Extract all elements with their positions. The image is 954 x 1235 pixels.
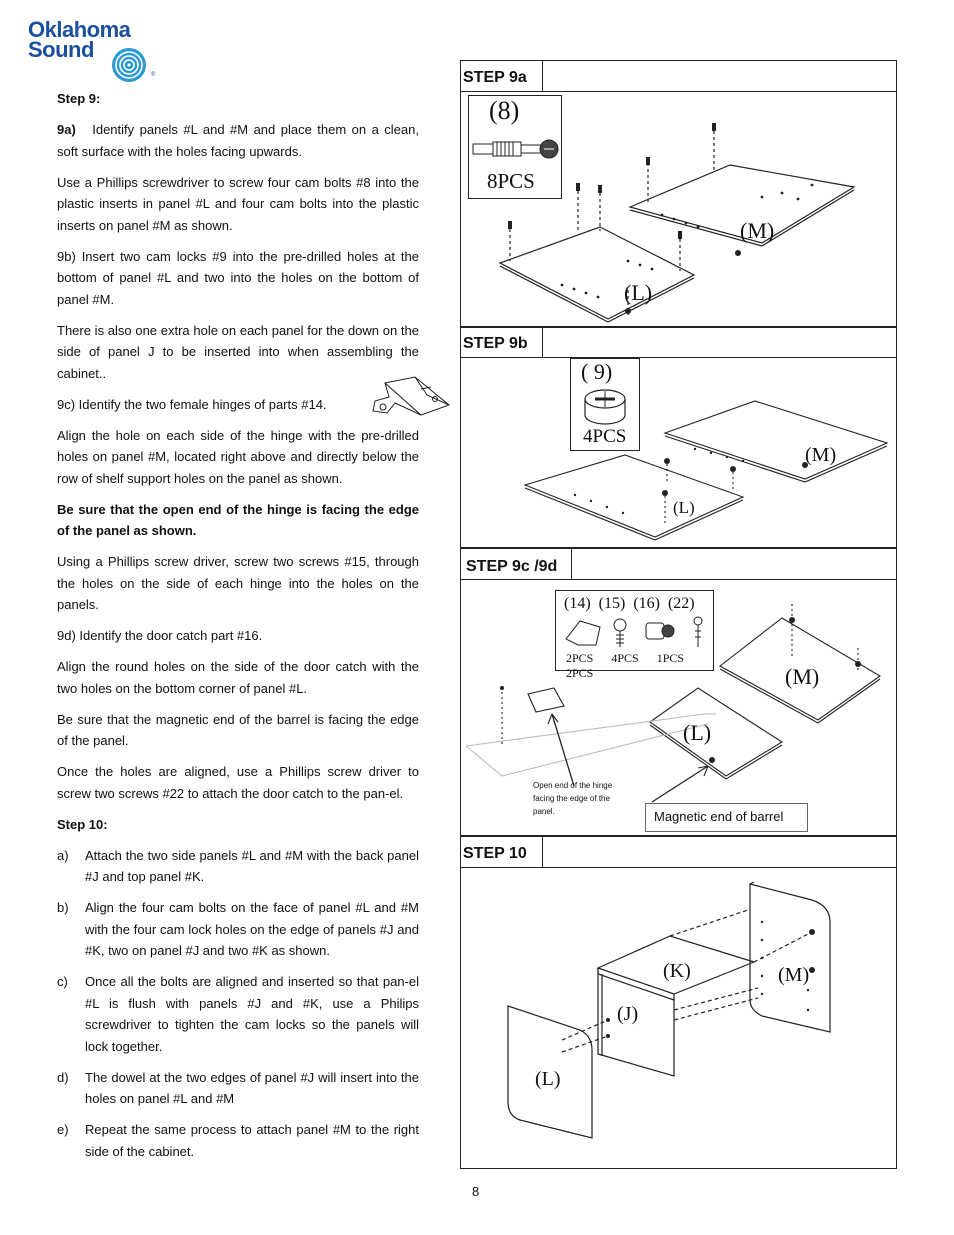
part9-qty: 4PCS xyxy=(583,426,627,447)
label-panel-l-9a: (L) xyxy=(624,280,653,305)
hinge-sketch-icon xyxy=(365,375,451,425)
paragraph-magnetic: Be sure that the magnetic end of the barrel is facing the edge of the panel. xyxy=(57,711,419,748)
label-panel-m-9b: (M) xyxy=(805,444,837,466)
paragraph-9d: 9d) Identify the door catch part #16. xyxy=(57,628,263,643)
list-item xyxy=(57,1067,419,1110)
paragraph-9a xyxy=(57,119,419,162)
registered-mark: ® xyxy=(151,72,156,78)
list-letter: b) xyxy=(57,900,69,915)
label-panel-k: (K) xyxy=(663,960,691,982)
list-letter: d) xyxy=(57,1069,69,1085)
list-text: The dowel at the two edges of panel #J will insert into the holes on panel #L and #M xyxy=(85,1069,419,1106)
part16-number: (16) xyxy=(633,595,660,612)
list-text: Once all the bolts are aligned and inserted so that pan-el #L is flush with panels #J and #K, use a Philips screwdriver to tighten the cam locks so the panels will lock together. xyxy=(85,974,419,1054)
step9a-label: STEP 9a xyxy=(463,69,527,86)
paragraph-9b: 9b) Insert two cam locks #9 into the pre-drilled holes at the bottom of panel #L and two into the holes on the bottom of panel #M. xyxy=(57,248,419,307)
step10-label: STEP 10 xyxy=(463,845,527,862)
step10-heading: Step 10: xyxy=(57,816,108,832)
step9a-diagram xyxy=(462,115,896,327)
body-9a: Identify panels #L and #M and place them on a clean, soft surface with the holes facing upwards. xyxy=(57,122,419,159)
list-letter: a) xyxy=(57,847,69,863)
label-panel-m-10: (M) xyxy=(778,964,810,986)
part8-qty: 8PCS xyxy=(487,169,535,193)
instructions-column xyxy=(57,88,419,1172)
part16-qty: 1PCS xyxy=(656,651,685,665)
oklahoma-sound-logo xyxy=(24,18,164,82)
part15-number: (15) xyxy=(598,595,626,612)
label-panel-j: (J) xyxy=(617,1003,639,1025)
list-item xyxy=(57,1119,419,1162)
label-panel-l-10: (L) xyxy=(535,1068,561,1090)
logo-line2: Sound xyxy=(28,37,94,62)
label-panel-m-9a: (M) xyxy=(740,218,775,243)
callout-magnet: Magnetic end of barrel xyxy=(645,803,808,832)
callout-hinge: Open end of the hinge facing the edge of the panel. xyxy=(533,781,613,816)
list-item xyxy=(57,897,419,962)
part22-qty: 2PCS xyxy=(566,666,594,680)
label-panel-m-9cd: (M) xyxy=(785,664,820,689)
paragraph-screws15: Using a Phillips screw driver, screw two screws #15, through the holes on the side of each hinge into the holes on the panels. xyxy=(57,554,419,612)
paragraph-warning: Be sure that the open end of the hinge is facing the edge of the panel as shown. xyxy=(57,501,419,538)
step9-heading: Step 9: xyxy=(57,91,101,106)
logo-line1: Oklahoma xyxy=(28,17,131,42)
part8-number: (8) xyxy=(489,96,520,125)
list-item xyxy=(57,971,419,1057)
step9b-label: STEP 9b xyxy=(463,335,528,352)
paragraph-extra-hole: There is also one extra hole on each panel for the down on the side of panel J to be inserted into when assembling the cabinet.. xyxy=(57,322,419,381)
part14-number: (14) xyxy=(564,595,591,612)
paragraph-align-hinge: Align the hole on each side of the hinge with the pre-drilled holes on panel #M, located right above and directly below the row of shelf support holes on the panel as shown. xyxy=(57,427,419,486)
part15-qty: 4PCS xyxy=(611,651,639,665)
step10-diagram xyxy=(462,870,896,1165)
label-9a: 9a) xyxy=(57,122,76,137)
list-text: Attach the two side panels #L and #M with the back panel #J and top panel #K. xyxy=(85,847,419,884)
list-item xyxy=(57,845,419,888)
step10-list xyxy=(57,845,419,1163)
label-panel-l-9b: (L) xyxy=(673,498,695,517)
step9b-diagram xyxy=(515,395,895,545)
label-panel-l-9cd: (L) xyxy=(683,720,712,745)
list-text: Align the four cam bolts on the face of panel #L and #M with the four cam lock holes on the edge of panels #J and #K, two on panel #J and two #K as shown. xyxy=(85,900,419,958)
paragraph-9c: 9c) Identify the two female hinges of parts #14. xyxy=(57,396,327,412)
part22-number: (22) xyxy=(667,595,695,612)
paragraph-once-aligned: Once the holes are aligned, use a Phillips screw driver to screw two screws #22 to attach the door catch to the pan-el. xyxy=(57,764,419,801)
part14-qty: 2PCS xyxy=(566,651,594,665)
logo-target-icon xyxy=(24,18,164,82)
step9cd-label: STEP 9c /9d xyxy=(466,558,558,575)
list-letter: e) xyxy=(57,1122,69,1137)
paragraph-round-holes: Align the round holes on the side of the door catch with the two holes on the bottom corner of panel #L. xyxy=(57,659,419,696)
list-letter: c) xyxy=(57,974,68,989)
list-text: Repeat the same process to attach panel #M to the right side of the cabinet. xyxy=(85,1122,419,1159)
step9cd-diagram xyxy=(462,596,896,832)
paragraph-screw: Use a Phillips screwdriver to screw four cam bolts #8 into the plastic inserts in panel #L and four cam bolts into the plastic inserts on panel #M as shown. xyxy=(57,174,419,233)
part9-number: ( 9) xyxy=(581,359,613,384)
page-number: 8 xyxy=(472,1184,480,1199)
